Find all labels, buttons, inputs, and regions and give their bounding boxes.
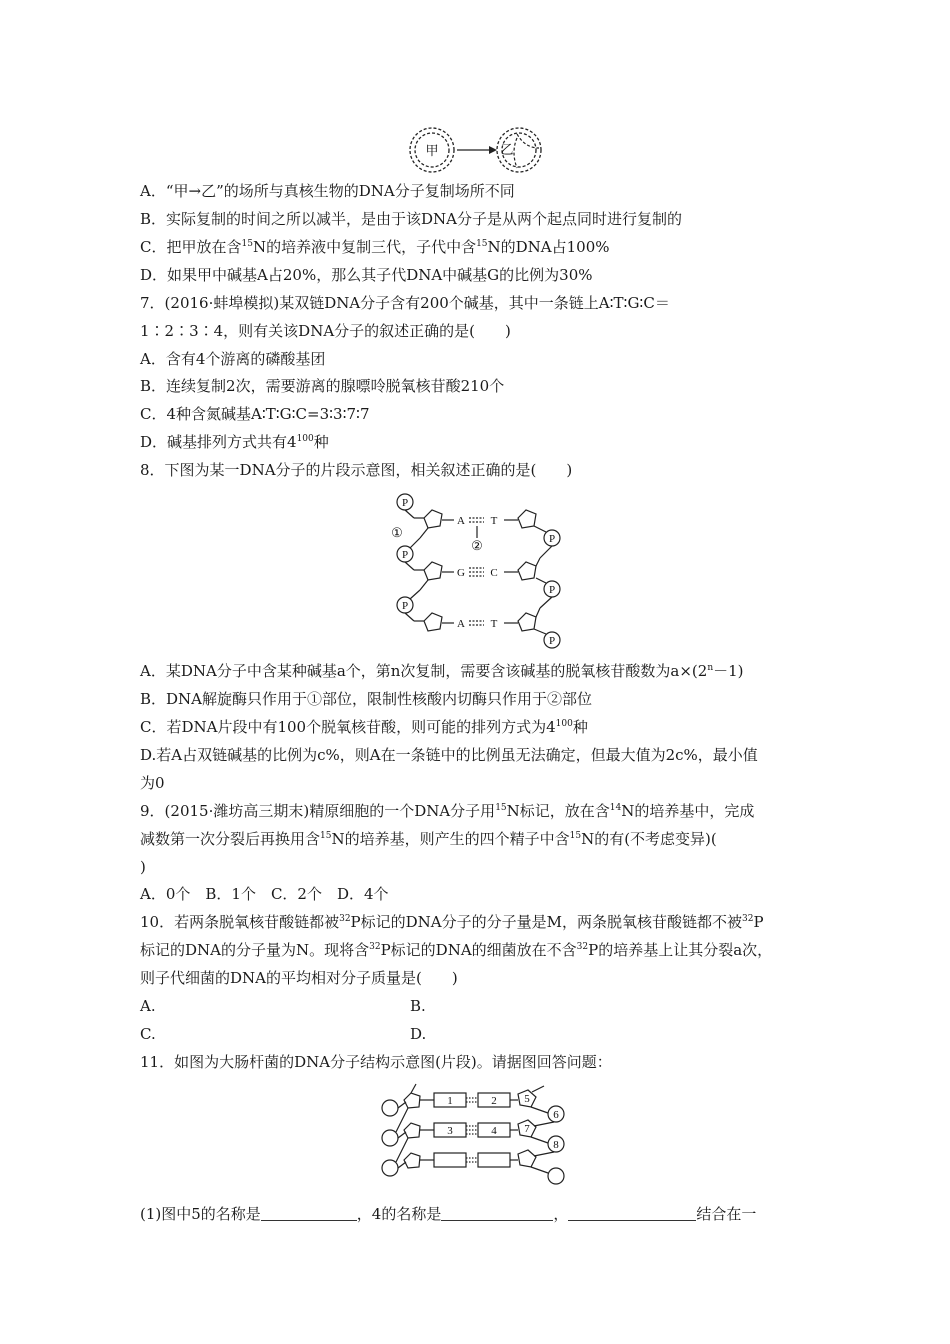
q7-stem-line1: 7．(2016·蚌埠模拟)某双链DNA分子含有200个碱基，其中一条链上A∶T∶G∶C＝ bbox=[140, 294, 670, 312]
svg-text:2: 2 bbox=[491, 1095, 497, 1107]
svg-text:P: P bbox=[548, 533, 556, 545]
q6-option-b: B．实际复制的时间之所以减半，是由于该DNA分子是从两个起点同时进行复制的 bbox=[140, 210, 683, 228]
q7-stem-line2: 1∶2∶3∶4，则有关该DNA分子的叙述正确的是( ) bbox=[140, 322, 511, 340]
fig1-left-label: 甲 bbox=[425, 144, 439, 159]
q6-option-c: C．把甲放在含$^{15}$N的培养液中复制三代，子代中含$^{15}$N的DNA占100% bbox=[140, 238, 610, 256]
answer-blank[interactable] bbox=[568, 1206, 696, 1221]
q7-option-d: D．碱基排列方式共有$4^{100}$种 bbox=[140, 433, 329, 451]
svg-text:P: P bbox=[401, 549, 409, 561]
q8-option-a: A．某DNA分子中含某种碱基a个，第n次复制，需要含该碱基的脱氧核苷酸数为$a\times(2^n-1)$ bbox=[140, 662, 744, 680]
answer-blank[interactable] bbox=[261, 1206, 357, 1221]
svg-text:C: C bbox=[490, 567, 498, 579]
svg-text:①: ① bbox=[391, 525, 403, 540]
svg-text:G: G bbox=[457, 567, 465, 579]
replication-figure bbox=[405, 124, 545, 176]
svg-text:1: 1 bbox=[447, 1095, 453, 1107]
q6-option-a: A．“甲→乙”的场所与真核生物的DNA分子复制场所不同 bbox=[140, 182, 515, 200]
fig1-right-label: 乙 bbox=[500, 143, 514, 158]
svg-text:3: 3 bbox=[447, 1125, 453, 1137]
q7-option-b: B．连续复制2次，需要游离的腺嘌呤脱氧核苷酸210个 bbox=[140, 377, 505, 395]
q10-option-a: A. bbox=[140, 997, 156, 1015]
dna-fragment-figure bbox=[380, 488, 580, 653]
q9-options: A．0个 B．1个 C．2个 D．4个 bbox=[140, 885, 389, 903]
svg-text:②: ② bbox=[471, 538, 483, 553]
q10-option-d: D. bbox=[410, 1025, 427, 1043]
q10-stem-line2: 标记的DNA的分子量为N。现将含$^{32}$P标记的DNA的细菌放在不含$^{32}$P的培养基上让其分裂a次， bbox=[140, 941, 773, 959]
q10-stem-line1: 10．若两条脱氧核苷酸链都被$^{32}$P标记的DNA分子的分子量是M，两条脱氧核苷酸链都不被$^{32}$P bbox=[140, 913, 764, 931]
ecoli-dna-figure bbox=[378, 1080, 578, 1192]
q8-option-c: C．若DNA片段中有100个脱氧核苷酸，则可能的排列方式为$4^{100}$种 bbox=[140, 718, 588, 736]
q6-option-d: D．如果甲中碱基A占20%，那么其子代DNA中碱基G的比例为30% bbox=[140, 266, 593, 284]
q11-sub1: (1)图中5的名称是 ，4的名称是 ， 结合在一 bbox=[140, 1205, 757, 1223]
svg-text:P: P bbox=[401, 497, 409, 509]
svg-text:8: 8 bbox=[553, 1139, 559, 1151]
svg-text:6: 6 bbox=[553, 1109, 559, 1121]
svg-text:A: A bbox=[457, 618, 465, 630]
q7-option-c: C．4种含氮碱基A∶T∶G∶C=3∶3∶7∶7 bbox=[140, 405, 370, 423]
svg-text:A: A bbox=[457, 515, 465, 527]
q10-option-c: C. bbox=[140, 1025, 156, 1043]
q11-stem: 11．如图为大肠杆菌的DNA分子结构示意图(片段)。请据图回答问题： bbox=[140, 1053, 612, 1071]
svg-text:5: 5 bbox=[524, 1093, 530, 1105]
svg-text:7: 7 bbox=[524, 1123, 530, 1135]
q8-option-b: B．DNA解旋酶只作用于①部位，限制性核酸内切酶只作用于②部位 bbox=[140, 690, 593, 708]
svg-text:T: T bbox=[490, 618, 498, 630]
q10-stem-line3: 则子代细菌的DNA的平均相对分子质量是( ) bbox=[140, 969, 458, 987]
svg-text:4: 4 bbox=[491, 1125, 497, 1137]
q8-option-d-line1: D.若A占双链碱基的比例为c%，则A在一条链中的比例虽无法确定，但最大值为2c%，最小值 bbox=[140, 746, 758, 764]
q7-option-a: A．含有4个游离的磷酸基团 bbox=[140, 350, 326, 368]
answer-blank[interactable] bbox=[441, 1206, 553, 1221]
q8-stem: 8．下图为某一DNA分子的片段示意图，相关叙述正确的是( ) bbox=[140, 461, 573, 479]
svg-text:P: P bbox=[548, 584, 556, 596]
q10-option-b: B. bbox=[410, 997, 426, 1015]
q9-stem-line1: 9．(2015·潍坊高三期末)精原细胞的一个DNA分子用$^{15}$N标记，放在含$^{14}$N的培养基中，完成 bbox=[140, 802, 755, 820]
q9-stem-line2: 减数第一次分裂后再换用含$^{15}$N的培养基，则产生的四个精子中含$^{15}$N的有(不考虑变异)( bbox=[140, 830, 717, 848]
q9-stem-line3: ) bbox=[140, 858, 146, 876]
svg-text:T: T bbox=[490, 515, 498, 527]
q8-option-d-line2: 为0 bbox=[140, 774, 165, 792]
svg-text:P: P bbox=[548, 635, 556, 647]
svg-text:P: P bbox=[401, 600, 409, 612]
